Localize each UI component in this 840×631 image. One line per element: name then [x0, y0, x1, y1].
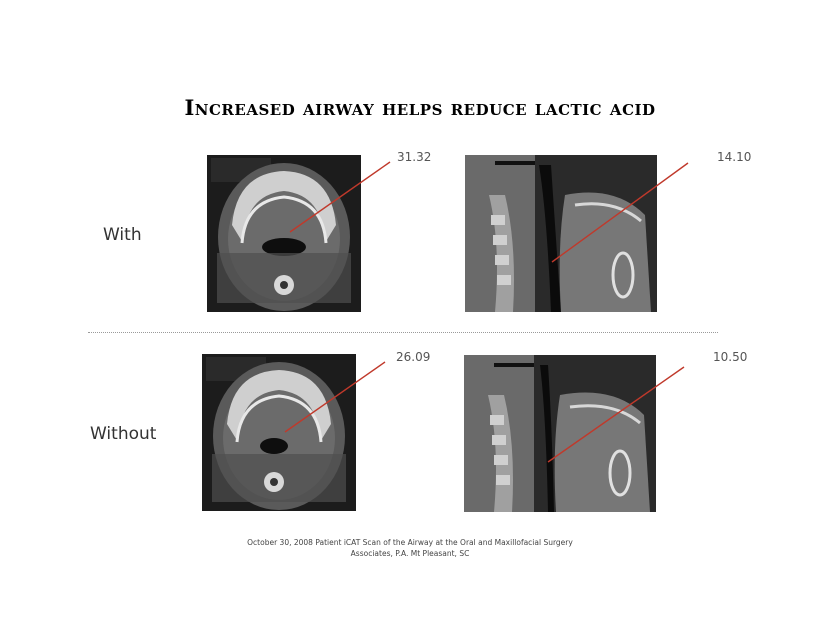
caption-line-2: Associates, P.A. Mt Pleasant, SC	[350, 549, 470, 558]
slide-title: Increased airway helps reduce lactic acid	[184, 95, 656, 120]
sagittal-measurement-without: 10.50	[713, 350, 748, 364]
row-label-with: With	[103, 225, 142, 245]
axial-scan-with	[207, 155, 361, 312]
sagittal-scan-without	[464, 355, 656, 512]
axial-measurement-with: 31.32	[397, 150, 432, 164]
sagittal-measurement-with: 14.10	[717, 150, 752, 164]
source-caption	[200, 537, 620, 559]
row-label-without: Without	[90, 424, 157, 444]
axial-scan-without	[202, 354, 356, 511]
caption-line-1: October 30, 2008 Patient iCAT Scan of the Airway at the Oral and Maxillofacial Surgery	[247, 538, 573, 547]
sagittal-scan-with	[465, 155, 657, 312]
axial-measurement-without: 26.09	[396, 350, 431, 364]
row-divider	[88, 332, 718, 333]
